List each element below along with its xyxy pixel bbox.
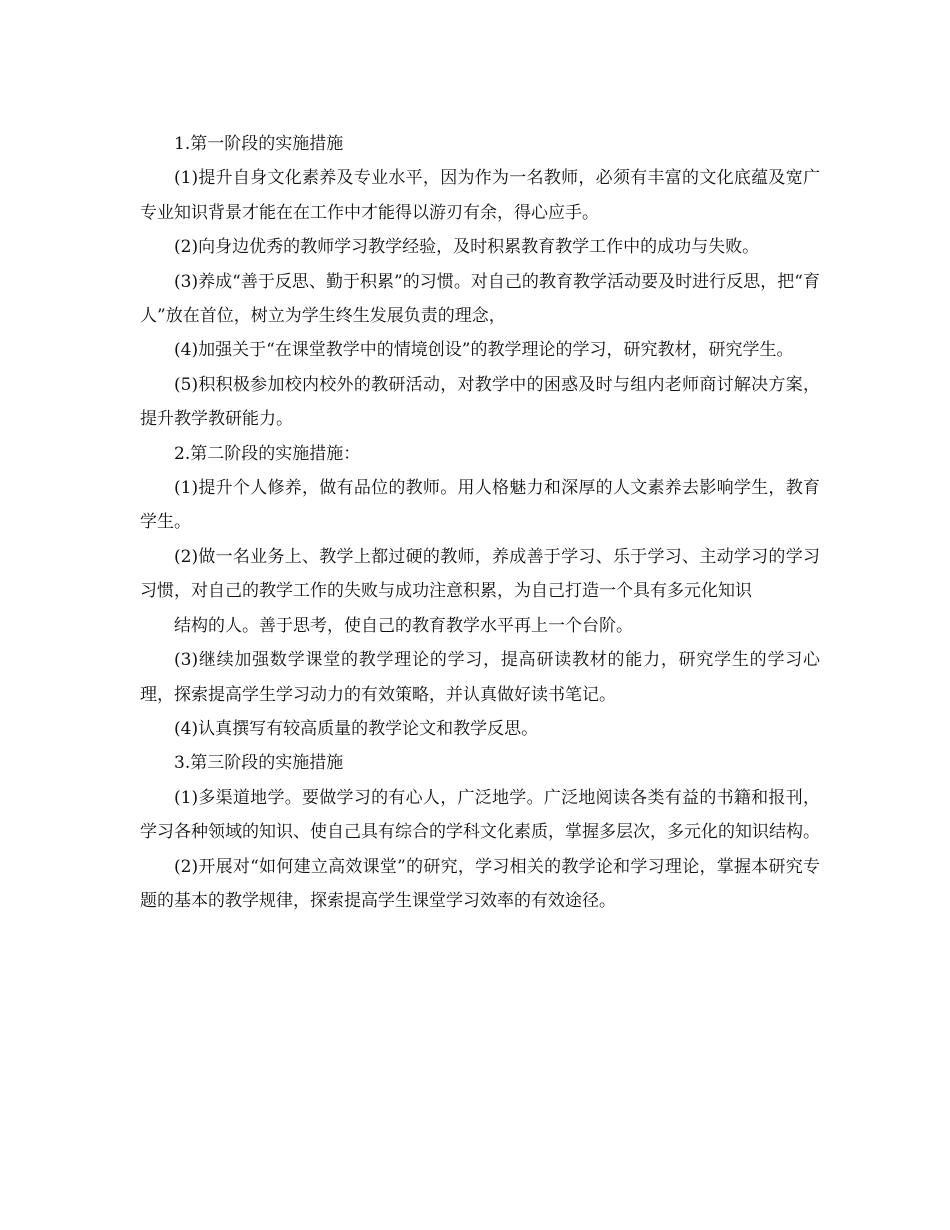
paragraph-stage-two-item-1: (1)提升个人修养，做有品位的教师。用人格魅力和深厚的人文素养去影响学生，教育学生。 xyxy=(140,478,820,533)
paragraph-stage-two-item-2-continued: 结构的人。善于思考，使自己的教育教学水平再上一个台阶。 xyxy=(174,615,633,636)
heading-stage-one: 1.第一阶段的实施措施 xyxy=(174,134,344,154)
paragraph-stage-three-item-1: (1)多渠道地学。要做学习的有心人，广泛地学。广泛地阅读各类有益的书籍和报刊，学习各种领域的知识、使自己具有综合的学科文化素质，掌握多层次，多元化的知识结构。 xyxy=(140,787,820,843)
paragraph-stage-one-item-2: (2)向身边优秀的教师学习教学经验，及时积累教育教学工作中的成功与失败。 xyxy=(174,237,760,258)
paragraph-stage-one-item-3: (3)养成“善于反思、勤于积累”的习惯。对自己的教育教学活动要及时进行反思，把“育人”放在首位，树立为学生终生发展负责的理念， xyxy=(140,271,820,327)
paragraph-stage-one-item-5: (5)积积极参加校内校外的教研活动，对教学中的困惑及时与组内老师商讨解决方案，提升教学教研能力。 xyxy=(140,374,820,430)
heading-stage-three: 3.第三阶段的实施措施 xyxy=(174,753,344,774)
document-body xyxy=(140,127,820,918)
paragraph-stage-two-item-2: (2)做一名业务上、教学上都过硬的教师，养成善于学习、乐于学习、主动学习的学习习惯，对自己的教学工作的失败与成功注意积累，为自己打造一个具有多元化知识 xyxy=(140,546,820,602)
paragraph-stage-three-item-2: (2)开展对“如何建立高效课堂”的研究，学习相关的教学论和学习理论，掌握本研究专题的基本的教学规律，探索提高学生课堂学习效率的有效途径。 xyxy=(140,856,820,911)
paragraph-stage-two-item-3: (3)继续加强数学课堂的教学理论的学习，提高研读教材的能力，研究学生的学习心理，探索提高学生学习动力的有效策略，并认真做好读书笔记。 xyxy=(140,650,820,705)
heading-stage-two: 2.第二阶段的实施措施： xyxy=(174,443,361,464)
paragraph-stage-one-item-1: (1)提升自身文化素养及专业水平，因为作为一名教师，必须有丰富的文化底蕴及宽广专业知识背景才能在在工作中才能得以游刃有余，得心应手。 xyxy=(140,168,820,223)
paragraph-stage-two-item-4: (4)认真撰写有较高质量的教学论文和教学反思。 xyxy=(174,718,539,739)
paragraph-stage-one-item-4: (4)加强关于“在课堂教学中的情境创设”的教学理论的学习，研究教材，研究学生。 xyxy=(174,340,794,361)
